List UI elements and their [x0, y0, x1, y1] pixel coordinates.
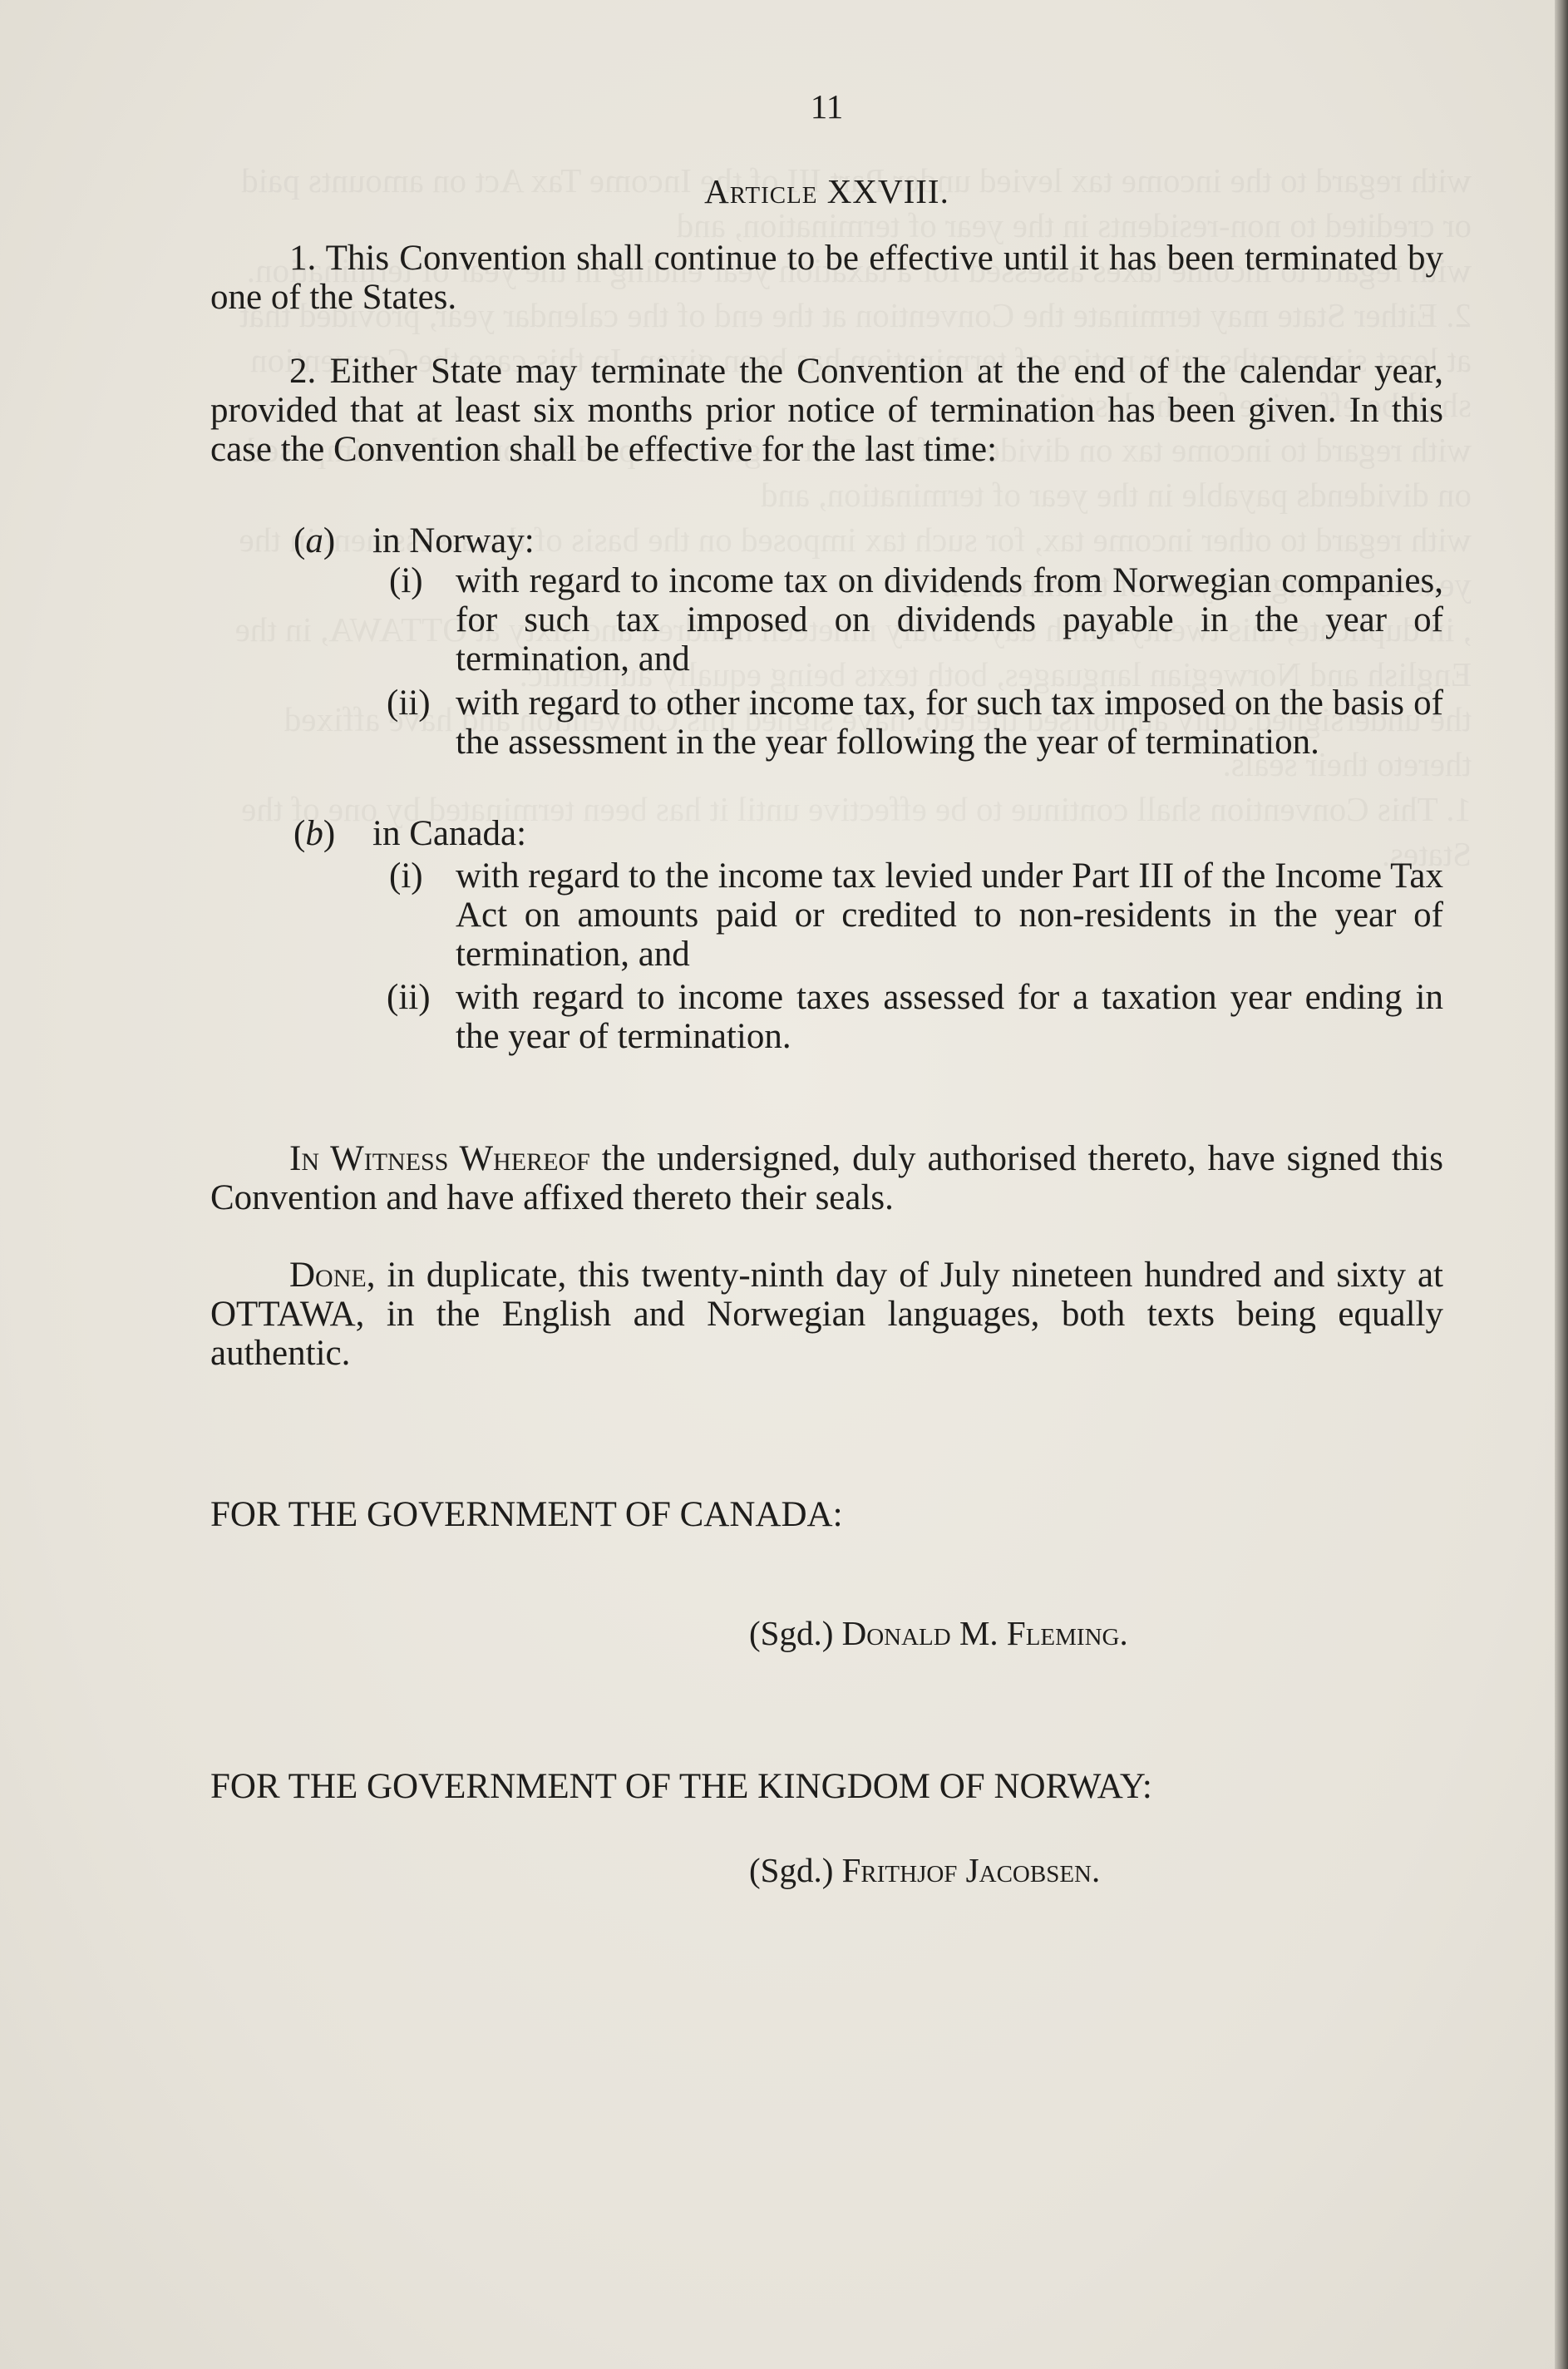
article-word: Article — [704, 172, 818, 210]
done-clause — [210, 1256, 1443, 1373]
clause-a-item-i — [389, 561, 1443, 679]
clause-a-label: (a) — [293, 521, 336, 560]
signature-canada-name: Donald M. Fleming. — [841, 1614, 1128, 1652]
clause-a-item-ii — [387, 684, 1443, 801]
clause-b-item-i-text: with regard to the income tax levied under Part III of the Income Tax Act on amounts paid or credited to non-residents in the year of termination, and — [456, 856, 1443, 974]
witness-clause — [210, 1139, 1443, 1217]
clause-a-item-i-label: (i) — [389, 561, 423, 600]
clause-a-text: in Norway: — [372, 521, 535, 560]
clause-b-item-i — [389, 856, 1443, 974]
signature-norway-prefix: (Sgd.) — [749, 1851, 834, 1889]
signature-canada-prefix: (Sgd.) — [749, 1614, 834, 1652]
witness-lead: In Witness Whereof — [289, 1139, 590, 1178]
clause-a-item-i-text: with regard to income tax on dividends from Norwegian companies, for such tax imposed on dividends payable in the year of termination, and — [456, 561, 1443, 679]
article-numeral: XXVIII. — [826, 172, 949, 210]
signature-norway-name: Frithjof Jacobsen. — [841, 1851, 1101, 1889]
clause-b-label: (b) — [293, 814, 336, 853]
signature-canada — [749, 1613, 1128, 1653]
binding-edge — [1555, 0, 1568, 2369]
clause-b-item-ii-label: (ii) — [387, 978, 431, 1017]
paragraph-2: 2. Either State may terminate the Convention at the end of the calendar year, provided that at least six months prior notice of termination has been given. In this case the Convention shall be effective for the last time: — [210, 352, 1443, 469]
article-heading — [210, 171, 1443, 211]
clause-b-item-ii-text: with regard to income taxes assessed for a taxation year ending in the year of termination. — [456, 978, 1443, 1056]
clause-a — [293, 521, 1443, 560]
done-lead: Done — [289, 1256, 367, 1295]
clause-b-item-ii — [387, 978, 1443, 1056]
paragraph-1: 1. This Convention shall continue to be effective until it has been terminated by one of the States. — [210, 239, 1443, 317]
witness-text: the undersigned, duly authorised thereto, have signed this Convention and have affixed thereto their seals. — [210, 1139, 1444, 1217]
done-text: , in duplicate, this twenty-ninth day of July nineteen hundred and sixty at OTTAWA, in the English and Norwegian languages, both texts being equally authentic. — [210, 1256, 1443, 1373]
clause-a-item-ii-label: (ii) — [387, 684, 431, 723]
signature-norway — [749, 1850, 1100, 1890]
page-number: 11 — [810, 87, 844, 126]
clause-b — [293, 814, 1443, 853]
clause-b-item-i-label: (i) — [389, 856, 423, 896]
signatory-heading-canada: FOR THE GOVERNMENT OF CANADA: — [210, 1495, 843, 1534]
clause-b-text: in Canada: — [372, 814, 527, 853]
signatory-heading-norway: FOR THE GOVERNMENT OF THE KINGDOM OF NORWAY: — [210, 1767, 1152, 1806]
clause-a-item-ii-text: with regard to other income tax, for such tax imposed on the basis of the assessment in the year following the year of termination. — [456, 684, 1443, 762]
